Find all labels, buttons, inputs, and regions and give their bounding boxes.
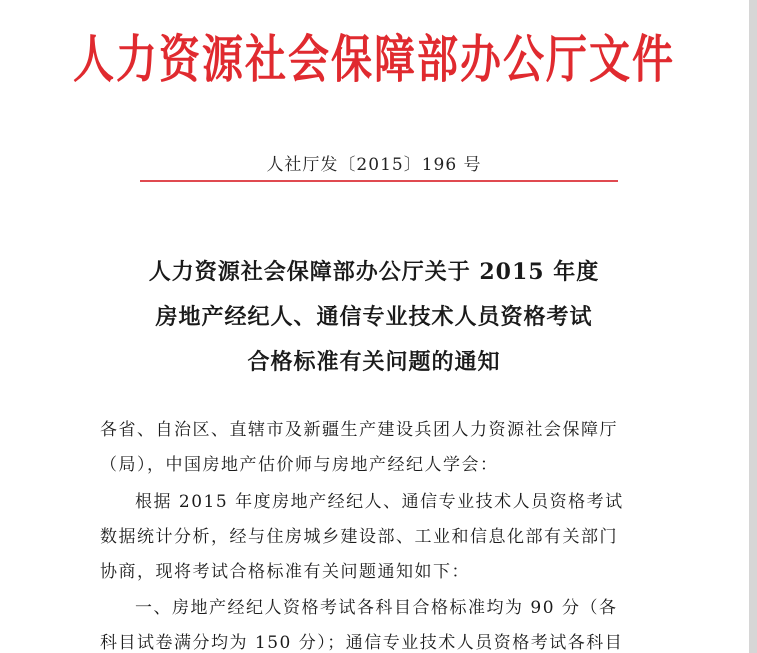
body-line-4: 数据统计分析，经与住房城乡建设部、工业和信息化部有关部门: [100, 527, 618, 547]
body-line-3: 根据 2015 年度房地产经纪人、通信专业技术人员资格考试: [135, 492, 624, 512]
document-number: 人社厅发〔2015〕196 号: [266, 155, 482, 175]
notice-title-line-1: 人力资源社会保障部办公厅关于 2015 年度: [148, 259, 600, 285]
notice-title-line-3: 合格标准有关问题的通知: [247, 349, 501, 375]
body-line-6: 一、房地产经纪人资格考试各科目合格标准均为 90 分（各: [135, 598, 618, 618]
notice-title-line-2: 房地产经纪人、通信专业技术人员资格考试: [155, 304, 593, 330]
body-line-2: （局），中国房地产估价师与房地产经纪人学会：: [100, 455, 499, 475]
document-header-title: 人力资源社会保障部办公厅文件: [73, 29, 675, 90]
red-divider-rule: [140, 180, 618, 182]
body-line-1: 各省、自治区、直辖市及新疆生产建设兵团人力资源社会保障厅: [100, 420, 618, 440]
body-line-5: 协商，现将考试合格标准有关问题通知如下：: [100, 562, 470, 582]
page-edge-margin: [749, 0, 757, 653]
body-line-7: 科目试卷满分均为 150 分）；通信专业技术人员资格考试各科目: [100, 633, 624, 653]
